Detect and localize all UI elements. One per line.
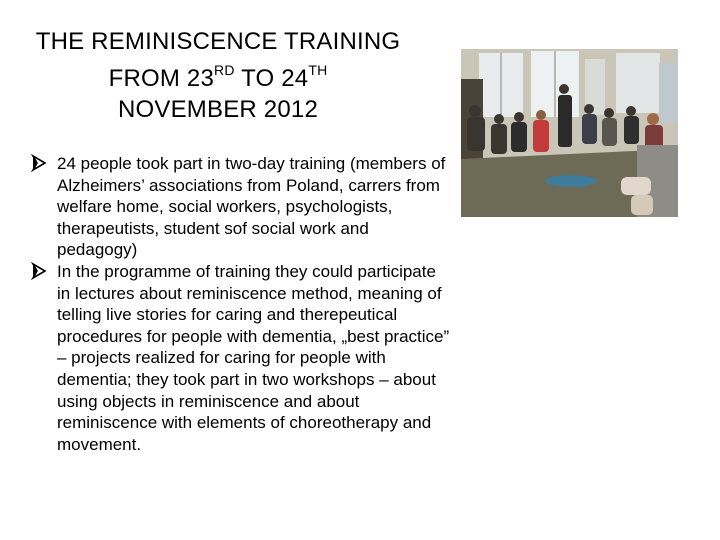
bullet-item — [30, 261, 450, 455]
bullet-text: In the programme of training they could participate in lectures about reminiscence method, meaning of telling live stories for caring and therepeutical procedures for people with dementia, „best practice” – projects realized for caring for people with dementia; they took part in two workshops – about using objects in reminiscence and about reminiscence with elements of choreotherapy and movement. — [57, 261, 450, 454]
title-date-end: TO 24 — [234, 65, 309, 92]
arrow-bullet-icon — [30, 154, 48, 172]
title-date-start: FROM 23 — [108, 65, 215, 92]
slide-title — [18, 26, 418, 125]
bullet-item — [30, 153, 450, 261]
training-group-photo — [461, 49, 678, 217]
title-suffix-th: TH — [308, 62, 328, 78]
title-line-1: THE REMINISCENCE TRAINING — [35, 28, 401, 55]
title-suffix-rd: RD — [214, 62, 235, 78]
title-line-3: NOVEMBER 2012 — [117, 96, 318, 123]
bullet-list — [30, 153, 450, 455]
title-line-2 — [18, 57, 418, 94]
bullet-text: 24 people took part in two-day training (members of Alzheimers’ associations from Poland, carrers from welfare home, social workers, psychologists, therapeutists, student sof social work and pedagogy) — [57, 154, 446, 260]
arrow-bullet-icon — [30, 262, 48, 280]
